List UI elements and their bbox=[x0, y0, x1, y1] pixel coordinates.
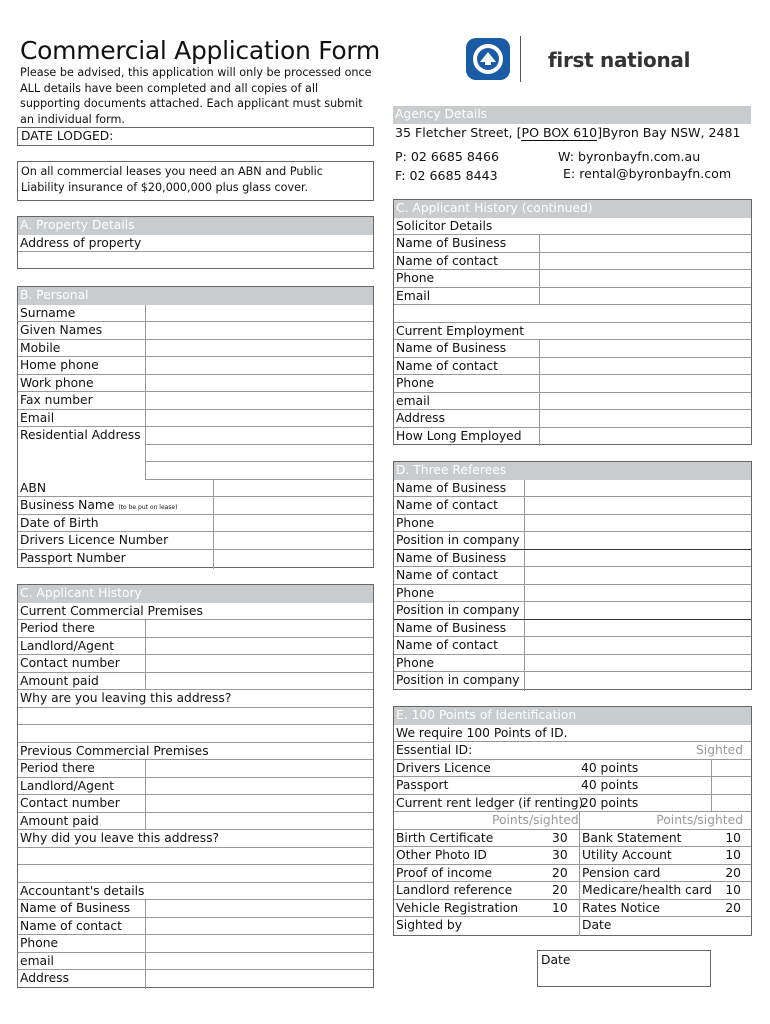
field-label: Fax number bbox=[20, 393, 93, 407]
property-address-row[interactable] bbox=[18, 235, 373, 253]
prev-amount-row[interactable] bbox=[18, 813, 373, 831]
contact-row[interactable] bbox=[18, 655, 373, 673]
id-row-2[interactable] bbox=[394, 847, 751, 865]
accountant-heading bbox=[18, 883, 373, 901]
residential-line-3[interactable] bbox=[146, 462, 373, 480]
field-label: Landlord/Agent bbox=[20, 778, 115, 793]
field-label: Name of contact bbox=[396, 358, 498, 373]
field-label: Phone bbox=[20, 936, 59, 950]
intro-text: Please be advised, this application will only be processed once ALL details have been completed and all copies of all supporting documents attached. Each applicant must submit an individual form. bbox=[20, 66, 372, 126]
points-sighted-row bbox=[394, 812, 751, 830]
field-label: Position in company bbox=[396, 603, 520, 617]
ref3-phone-row[interactable] bbox=[394, 655, 751, 673]
acct-phone-row[interactable] bbox=[18, 935, 373, 953]
field-label: Phone bbox=[396, 271, 435, 285]
id-label: Pension card bbox=[582, 865, 661, 880]
field-label: Period there bbox=[20, 621, 95, 635]
ref3-contact-row[interactable] bbox=[394, 637, 751, 655]
id-points: 10 bbox=[725, 883, 741, 897]
section-header: C. Applicant History (continued) bbox=[394, 200, 751, 218]
field-label: Position in company bbox=[396, 673, 520, 687]
address-part: 35 Fletcher Street, [ bbox=[395, 125, 522, 140]
previous-premises-heading bbox=[18, 743, 373, 761]
id-points: 10 bbox=[725, 830, 741, 845]
field-label: How Long Employed bbox=[396, 428, 522, 443]
ref1-position-row[interactable] bbox=[394, 532, 751, 550]
fax-row[interactable] bbox=[18, 392, 373, 410]
id-label: Landlord reference bbox=[396, 883, 513, 897]
personal-section bbox=[17, 286, 374, 568]
sighted-by-row[interactable] bbox=[394, 917, 751, 935]
period-row[interactable] bbox=[18, 620, 373, 638]
residential-label: Residential Address bbox=[20, 428, 141, 442]
field-label: Name of Business bbox=[396, 236, 507, 250]
id-row-5[interactable] bbox=[394, 900, 751, 918]
employment-heading bbox=[394, 323, 751, 341]
field-label: Contact number bbox=[20, 656, 120, 670]
points-value: 40 points bbox=[581, 760, 639, 775]
field-label: Drivers Licence Number bbox=[20, 533, 169, 547]
id-label: Proof of income bbox=[396, 865, 493, 880]
why-leaving-line-2[interactable] bbox=[18, 708, 373, 726]
id-label: Birth Certificate bbox=[396, 830, 494, 845]
agency-section bbox=[393, 106, 751, 196]
property-section bbox=[17, 216, 374, 269]
field-label: Name of contact bbox=[396, 638, 498, 652]
id-points: 10 bbox=[552, 900, 568, 915]
field-label: Email bbox=[20, 410, 55, 425]
field-label: Passport Number bbox=[20, 550, 126, 565]
sighted-label: Sighted bbox=[695, 743, 743, 757]
field-label: Amount paid bbox=[20, 673, 99, 688]
landlord-row[interactable] bbox=[18, 638, 373, 656]
why-leaving-line-3[interactable] bbox=[18, 725, 373, 743]
po-box: PO BOX 610 bbox=[521, 125, 598, 140]
business-name-row[interactable] bbox=[18, 497, 373, 515]
field-label: Accountant's details bbox=[20, 883, 145, 898]
ref3-position-row[interactable] bbox=[394, 672, 751, 690]
id-label: Bank Statement bbox=[582, 830, 682, 845]
field-label: email bbox=[20, 953, 54, 968]
email-row[interactable] bbox=[18, 410, 373, 428]
home-phone-row[interactable] bbox=[18, 357, 373, 375]
prev-period-row[interactable] bbox=[18, 760, 373, 778]
id-row-1[interactable] bbox=[394, 830, 751, 848]
field-label: Home phone bbox=[20, 358, 99, 372]
amount-row[interactable] bbox=[18, 673, 373, 691]
id-points: 30 bbox=[552, 830, 568, 845]
field-label: email bbox=[396, 393, 430, 408]
surname-row[interactable] bbox=[18, 305, 373, 323]
work-phone-row[interactable] bbox=[18, 375, 373, 393]
prev-landlord-row[interactable] bbox=[18, 778, 373, 796]
points-sighted-label: Points/sighted bbox=[656, 813, 743, 827]
id-label: Utility Account bbox=[582, 848, 672, 862]
abn-row[interactable] bbox=[18, 480, 373, 498]
section-header: D. Three Referees bbox=[394, 462, 751, 480]
points-value: 40 points bbox=[581, 778, 639, 792]
acct-email-row[interactable] bbox=[18, 953, 373, 971]
field-label: Address bbox=[20, 971, 69, 985]
acct-address-row[interactable] bbox=[18, 970, 373, 988]
ref2-contact-row[interactable] bbox=[394, 567, 751, 585]
id-points: 20 bbox=[552, 883, 568, 897]
field-label: Why are you leaving this address? bbox=[20, 691, 232, 705]
id-points: 20 bbox=[552, 865, 568, 880]
essential-row bbox=[394, 742, 751, 760]
field-label: Amount paid bbox=[20, 813, 99, 828]
ref1-phone-row[interactable] bbox=[394, 515, 751, 533]
field-label: Name of contact bbox=[20, 918, 122, 933]
first-national-logo-icon bbox=[466, 36, 536, 82]
field-label: Why did you leave this address? bbox=[20, 831, 220, 845]
field-label: Date bbox=[582, 918, 612, 932]
id-row-3[interactable] bbox=[394, 865, 751, 883]
passport-row[interactable] bbox=[18, 550, 373, 568]
emp-contact-row[interactable] bbox=[394, 358, 751, 376]
field-label: ABN bbox=[20, 480, 47, 495]
field-label: Drivers Licence bbox=[396, 760, 491, 775]
dob-row[interactable] bbox=[18, 515, 373, 533]
field-label: Contact number bbox=[20, 796, 120, 810]
residential-line-2[interactable] bbox=[146, 445, 373, 463]
abn-notice bbox=[17, 161, 374, 201]
agency-phone: P: 02 6685 8466 bbox=[395, 149, 499, 164]
why-left-line-3[interactable] bbox=[18, 865, 373, 883]
property-address-row-2[interactable] bbox=[18, 252, 373, 270]
id-points: 20 bbox=[725, 865, 741, 880]
field-label: Phone bbox=[396, 655, 435, 670]
field-label: Sighted by bbox=[396, 918, 463, 932]
drivers-row[interactable] bbox=[394, 760, 751, 778]
licence-row[interactable] bbox=[18, 532, 373, 550]
ledger-row[interactable] bbox=[394, 795, 751, 813]
current-premises-heading bbox=[18, 603, 373, 621]
field-label: Given Names bbox=[20, 323, 103, 337]
blank-row bbox=[394, 305, 751, 323]
id-points: 10 bbox=[725, 848, 741, 862]
section-header: A. Property Details bbox=[18, 217, 373, 235]
emp-business-row[interactable] bbox=[394, 340, 751, 358]
prev-contact-row[interactable] bbox=[18, 795, 373, 813]
ref2-phone-row[interactable] bbox=[394, 585, 751, 603]
acct-contact-row[interactable] bbox=[18, 918, 373, 936]
ref1-contact-row[interactable] bbox=[394, 497, 751, 515]
date-box[interactable] bbox=[537, 950, 711, 987]
sol-phone-row[interactable] bbox=[394, 270, 751, 288]
field-label: Essential ID: bbox=[396, 743, 473, 757]
ref2-position-row[interactable] bbox=[394, 602, 751, 620]
id-label: Rates Notice bbox=[582, 900, 660, 915]
id-label: Vehicle Registration bbox=[396, 900, 519, 915]
field-label: Business Name bbox=[20, 498, 115, 512]
field-label: Phone bbox=[396, 376, 435, 390]
why-left-line-2[interactable] bbox=[18, 848, 373, 866]
solicitor-heading bbox=[394, 218, 751, 236]
abn-notice-text: On all commercial leases you need an ABN and Public Liability insurance of $20,000,000 plus glass cover. bbox=[21, 165, 323, 194]
history-continued-section bbox=[393, 199, 752, 445]
id-points: 30 bbox=[552, 848, 568, 862]
acct-business-row[interactable] bbox=[18, 900, 373, 918]
ref1-business-row[interactable] bbox=[394, 480, 751, 498]
why-leaving-row[interactable] bbox=[18, 690, 373, 708]
agency-address bbox=[395, 124, 741, 141]
field-label: Landlord/Agent bbox=[20, 638, 115, 653]
id-label: Medicare/health card bbox=[582, 883, 712, 897]
field-label: Name of Business bbox=[396, 480, 507, 495]
field-label: Mobile bbox=[20, 340, 61, 355]
date-lodged-field[interactable] bbox=[17, 127, 374, 146]
emp-how-long-row[interactable] bbox=[394, 428, 751, 446]
field-label: Email bbox=[396, 288, 431, 303]
ref3-business-row[interactable] bbox=[394, 620, 751, 638]
why-left-row[interactable] bbox=[18, 830, 373, 848]
field-label: Date of Birth bbox=[20, 515, 99, 530]
field-label: Current Employment bbox=[396, 323, 525, 338]
field-label: Name of Business bbox=[396, 620, 507, 635]
field-label: Surname bbox=[20, 305, 76, 320]
points-section bbox=[393, 706, 752, 936]
page-title: Commercial Application Form bbox=[20, 36, 380, 65]
id-row-4[interactable] bbox=[394, 882, 751, 900]
field-label: Name of Business bbox=[396, 550, 507, 565]
field-label: We require 100 Points of ID. bbox=[396, 725, 568, 740]
field-label: Passport bbox=[396, 778, 449, 792]
section-header: E. 100 Points of Identification bbox=[394, 707, 751, 725]
address-part: ]Byron Bay NSW, 2481 bbox=[597, 125, 741, 140]
field-label: Phone bbox=[396, 515, 435, 530]
field-label: Solicitor Details bbox=[396, 218, 493, 233]
field-label: Name of contact bbox=[396, 568, 498, 582]
emp-phone-row[interactable] bbox=[394, 375, 751, 393]
emp-address-row[interactable] bbox=[394, 410, 751, 428]
field-label: Work phone bbox=[20, 375, 94, 390]
field-label: Name of contact bbox=[396, 498, 498, 512]
field-label: Address of property bbox=[20, 235, 142, 250]
section-header: Agency Details bbox=[393, 106, 751, 124]
residential-line-1[interactable] bbox=[146, 427, 373, 445]
field-label: Period there bbox=[20, 761, 95, 775]
field-label: Phone bbox=[396, 585, 435, 600]
agency-web: W: byronbayfn.com.au bbox=[558, 149, 701, 164]
agency-fax: F: 02 6685 8443 bbox=[395, 168, 498, 183]
field-note: (to be put on lease) bbox=[118, 504, 178, 511]
require-row bbox=[394, 725, 751, 743]
agency-email: E: rental@byronbayfn.com bbox=[563, 166, 732, 181]
sol-email-row[interactable] bbox=[394, 288, 751, 306]
points-value: 20 points bbox=[581, 795, 639, 810]
given-names-row[interactable] bbox=[18, 322, 373, 340]
section-header: B. Personal bbox=[18, 287, 373, 305]
section-header: C. Applicant History bbox=[18, 585, 373, 603]
field-label: Current rent ledger (if renting) bbox=[396, 795, 584, 810]
field-label: Name of Business bbox=[20, 901, 131, 915]
sol-business-row[interactable] bbox=[394, 235, 751, 253]
referees-section bbox=[393, 461, 752, 690]
id-points: 20 bbox=[725, 900, 741, 915]
date-lodged-label: DATE LODGED: bbox=[21, 129, 114, 143]
id-label: Other Photo ID bbox=[396, 848, 487, 862]
passport-row[interactable] bbox=[394, 777, 751, 795]
applicant-history-section bbox=[17, 584, 374, 988]
field-label: Previous Commercial Premises bbox=[20, 743, 209, 758]
field-label: Position in company bbox=[396, 533, 520, 547]
ref2-business-row[interactable] bbox=[394, 550, 751, 568]
field-label: Name of contact bbox=[396, 253, 498, 268]
field-label: Name of Business bbox=[396, 341, 507, 355]
points-sighted-label: Points/sighted bbox=[492, 813, 579, 827]
date-box-label: Date bbox=[541, 953, 571, 967]
brand-name: first national bbox=[548, 48, 691, 72]
sol-contact-row[interactable] bbox=[394, 253, 751, 271]
field-label: Current Commercial Premises bbox=[20, 603, 203, 618]
emp-email-row[interactable] bbox=[394, 393, 751, 411]
field-label: Address bbox=[396, 411, 445, 425]
mobile-row[interactable] bbox=[18, 340, 373, 358]
